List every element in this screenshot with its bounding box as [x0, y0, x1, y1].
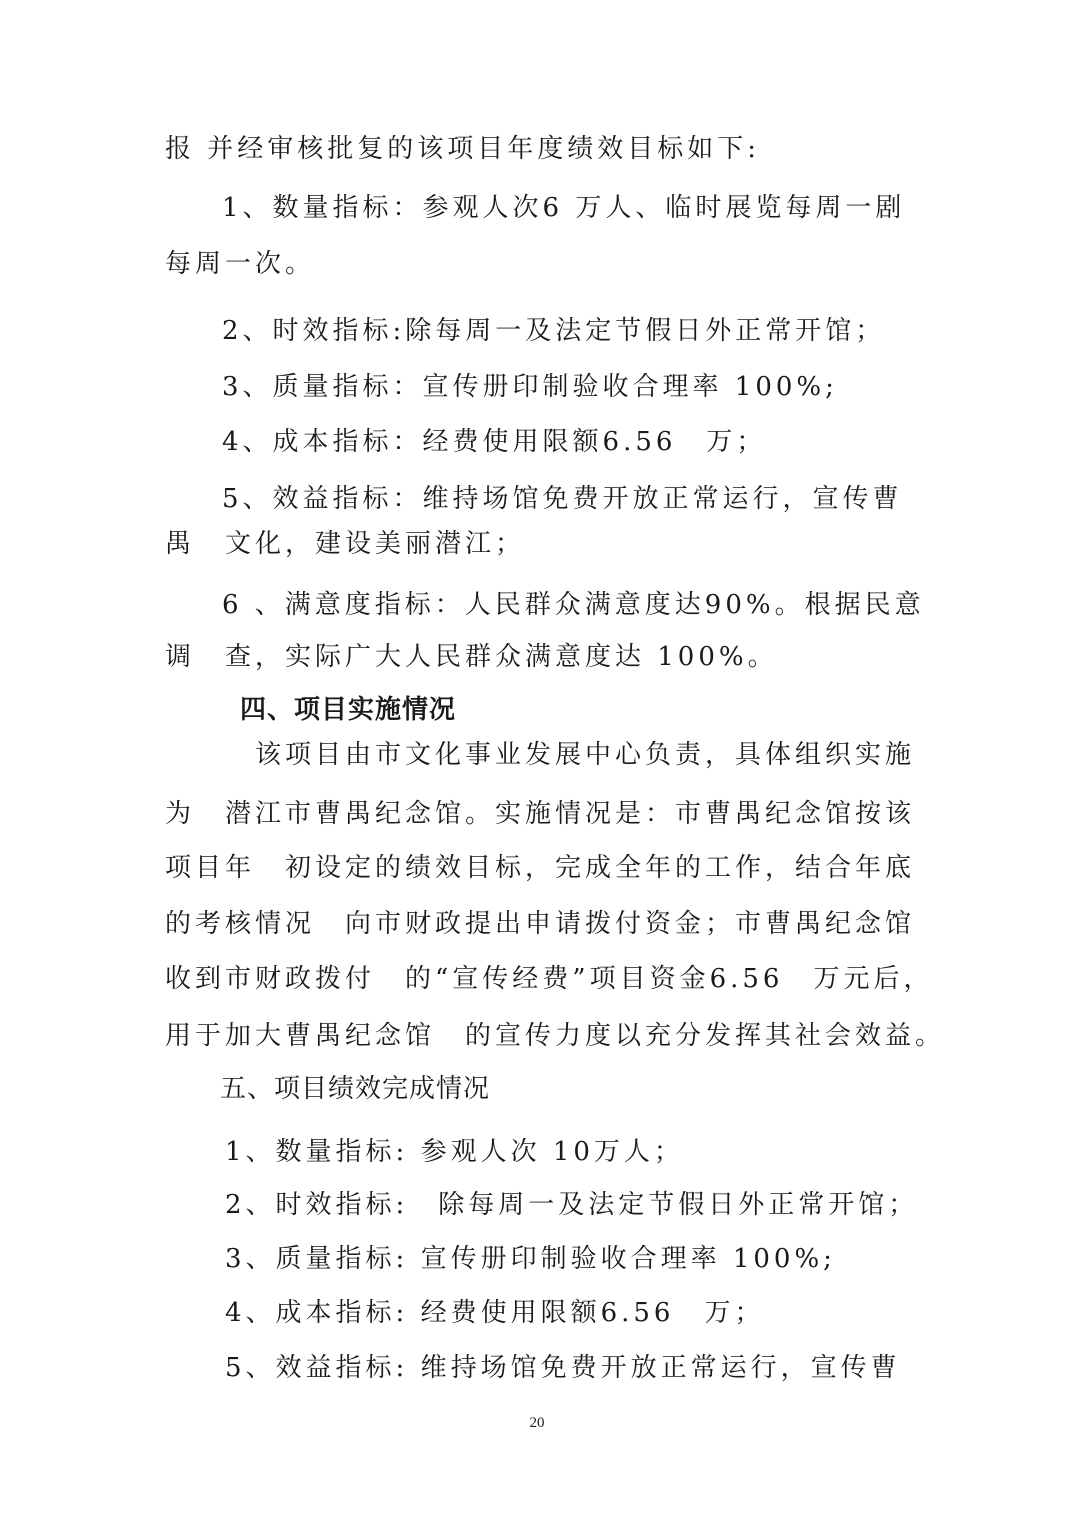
text-line: 2、时效指标: 除每周一及法定节假日外正常开馆；	[225, 1190, 919, 1220]
text-line: 该项目由市文化事业发展中心负责，具体组织实施	[255, 740, 916, 770]
text-line: 3、质量指标：宣传册印制验收合理率 100%;	[222, 372, 838, 402]
text-line: 5、效益指标：维持场馆免费开放正常运行，宣传曹	[222, 484, 903, 514]
text-line: 4、成本指标：经费使用限额6.56 万；	[222, 427, 767, 457]
text-line: 用于加大曹禺纪念馆 的宣传力度以充分发挥其社会效益。	[165, 1021, 946, 1051]
text-line: 每周一次。	[165, 249, 316, 279]
page-number: 20	[529, 1415, 545, 1431]
text-line: 调 查，实际广大人民群众满意度达 100%。	[165, 642, 778, 672]
text-line: 的考核情况 向市财政提出申请拨付资金；市曹禺纪念馆	[165, 909, 916, 939]
text-line: 5、效益指标: 维持场馆免费开放正常运行，宣传曹	[225, 1353, 901, 1383]
text-line: 禺 文化，建设美丽潜江；	[165, 529, 526, 559]
text-line: 项目年 初设定的绩效目标，完成全年的工作，结合年底	[165, 853, 916, 883]
text-line: 6 、满意度指标：人民群众满意度达90%。根据民意	[222, 590, 925, 620]
text-line: 4、成本指标: 经费使用限额6.56 万；	[225, 1298, 765, 1328]
text-line: 报 并经审核批复的该项目年度绩效目标如下:	[165, 134, 761, 164]
text-line: 收到市财政拨付 的“宣传经费”项目资金6.56 万元后，	[165, 964, 934, 994]
section-heading-implementation: 四、项目实施情况	[240, 695, 457, 725]
text-line: 2、时效指标:除每周一及法定节假日外正常开馆；	[222, 316, 886, 346]
section-heading-performance: 五、项目绩效完成情况	[220, 1074, 491, 1104]
text-line: 1、数量指标：参观人次6 万人、临时展览每周一剧	[222, 193, 906, 223]
text-line: 3、质量指标: 宣传册印制验收合理率 100%;	[225, 1244, 836, 1274]
text-line: 为 潜江市曹禺纪念馆。实施情况是：市曹禺纪念馆按该	[165, 799, 916, 829]
text-line: 1、数量指标: 参观人次 10万人；	[225, 1137, 684, 1167]
